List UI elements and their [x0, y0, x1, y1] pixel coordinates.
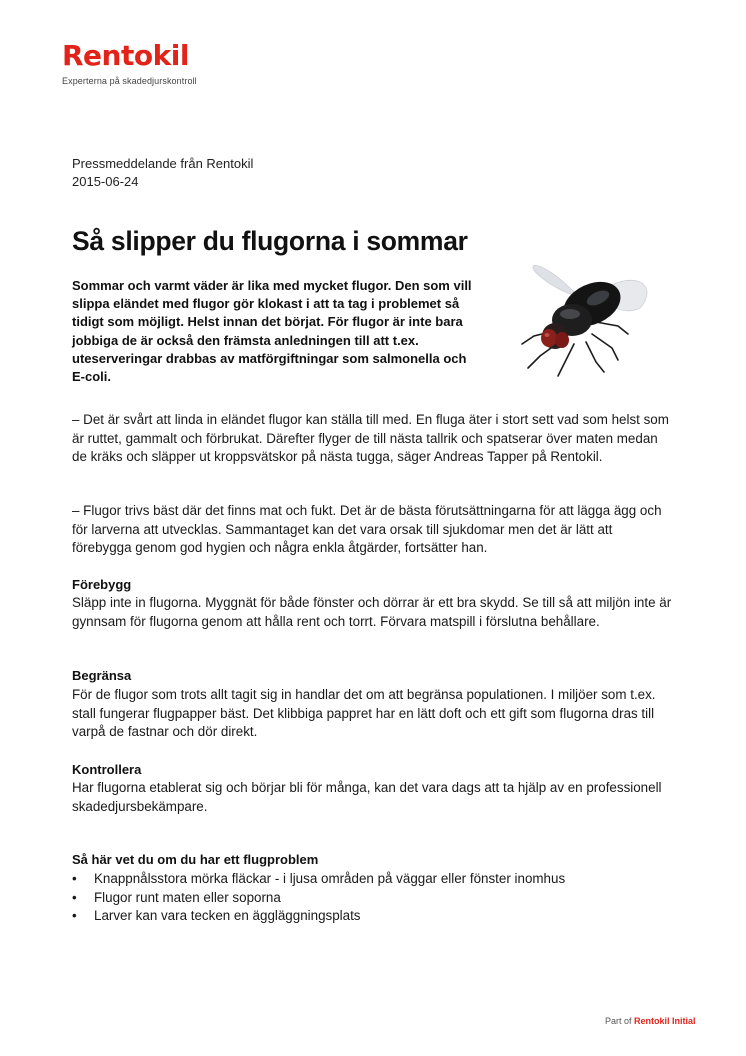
section-heading-limit: Begränsa — [72, 668, 132, 683]
list-item-text: Larver kan vara tecken en äggläggningsplats — [94, 908, 361, 924]
bullet-glyph: • — [72, 871, 77, 886]
section-text-prevent: Släpp inte in flugorna. Myggnät för både fönster och dörrar är ett bra skydd. Se till så att miljön inte är gynnsam för flugorna genom att hålla rent och torrt. Förvara matspill i förslutna behållare. — [72, 595, 672, 629]
press-meta — [72, 155, 253, 191]
quote-paragraph-1: – Det är svårt att linda in eländet flugor kan ställa till med. En fluga äter i stort sett vad som helst som är ruttet, gammalt och förbrukat. Därefter flyger de till nästa tallrik och spatserar över maten medan de kräks och släpper ut kroppsvätskor på nästa tugga, säger Andreas Tapper på Rentokil. — [72, 412, 669, 465]
section-heading-prevent: Förebygg — [72, 577, 132, 592]
signs-heading: Så här vet du om du har ett flugproblem — [72, 852, 319, 867]
bullet-glyph: • — [72, 889, 77, 905]
list-item-text: Flugor runt maten eller soporna — [94, 889, 281, 905]
section-heading-control: Kontrollera — [72, 762, 142, 777]
logo-tagline: Experterna på skadedjurskontroll — [62, 76, 197, 86]
footer-brand — [605, 1016, 696, 1026]
footer-brand-name: Rentokil Initial — [634, 1016, 696, 1026]
fly-image — [500, 256, 660, 386]
footer-prefix: Part of — [605, 1016, 632, 1026]
list-item — [72, 907, 565, 926]
press-label: Pressmeddelande från Rentokil — [72, 156, 254, 171]
list-item — [72, 889, 565, 908]
list-item — [72, 870, 565, 889]
section-text-control: Har flugorna etablerat sig och börjar bli för många, kan det vara dags att ta hjälp av en professionell skadedjursbekämpare. — [72, 780, 662, 814]
section-text-limit: För de flugor som trots allt tagit sig in handlar det om att begränsa populationen. I miljöer som t.ex. stall fungerar flugpapper bäst. Det klibbiga pappret har en lätt doft och ett gift som flugorna dras till varpå de fastnar och dör direkt. — [72, 687, 656, 740]
logo-wordmark: Rentokil — [62, 39, 189, 72]
page-title: Så slipper du flugorna i sommar — [72, 226, 468, 256]
lead-paragraph: Sommar och varmt väder är lika med mycket flugor. Den som vill slippa eländet med flugor gör klokast i att ta tag i problemet så tidigt som möjligt. Helst innan det börjat. För flugor är inte bara jobbiga de är också den främsta anledningen till att t.ex. uteserveringar drabbas av matförgiftningar som salmonella och E-coli. — [72, 278, 472, 385]
list-item-text: Knappnålsstora mörka fläckar - i ljusa områden på väggar eller fönster inomhus — [94, 871, 566, 886]
press-date: 2015-06-24 — [72, 174, 139, 189]
rentokil-logo — [62, 39, 197, 86]
bullet-glyph: • — [72, 908, 77, 924]
quote-paragraph-2: – Flugor trivs bäst där det finns mat och fukt. Det är de bästa förutsättningarna för att lägga ägg och för larverna att utvecklas. Sammantaget kan det vara orsak till sjukdomar men det är lätt att förebygga genom god hygien och några enkla åtgärder, fortsätter han. — [72, 503, 662, 556]
signs-list — [72, 870, 565, 926]
